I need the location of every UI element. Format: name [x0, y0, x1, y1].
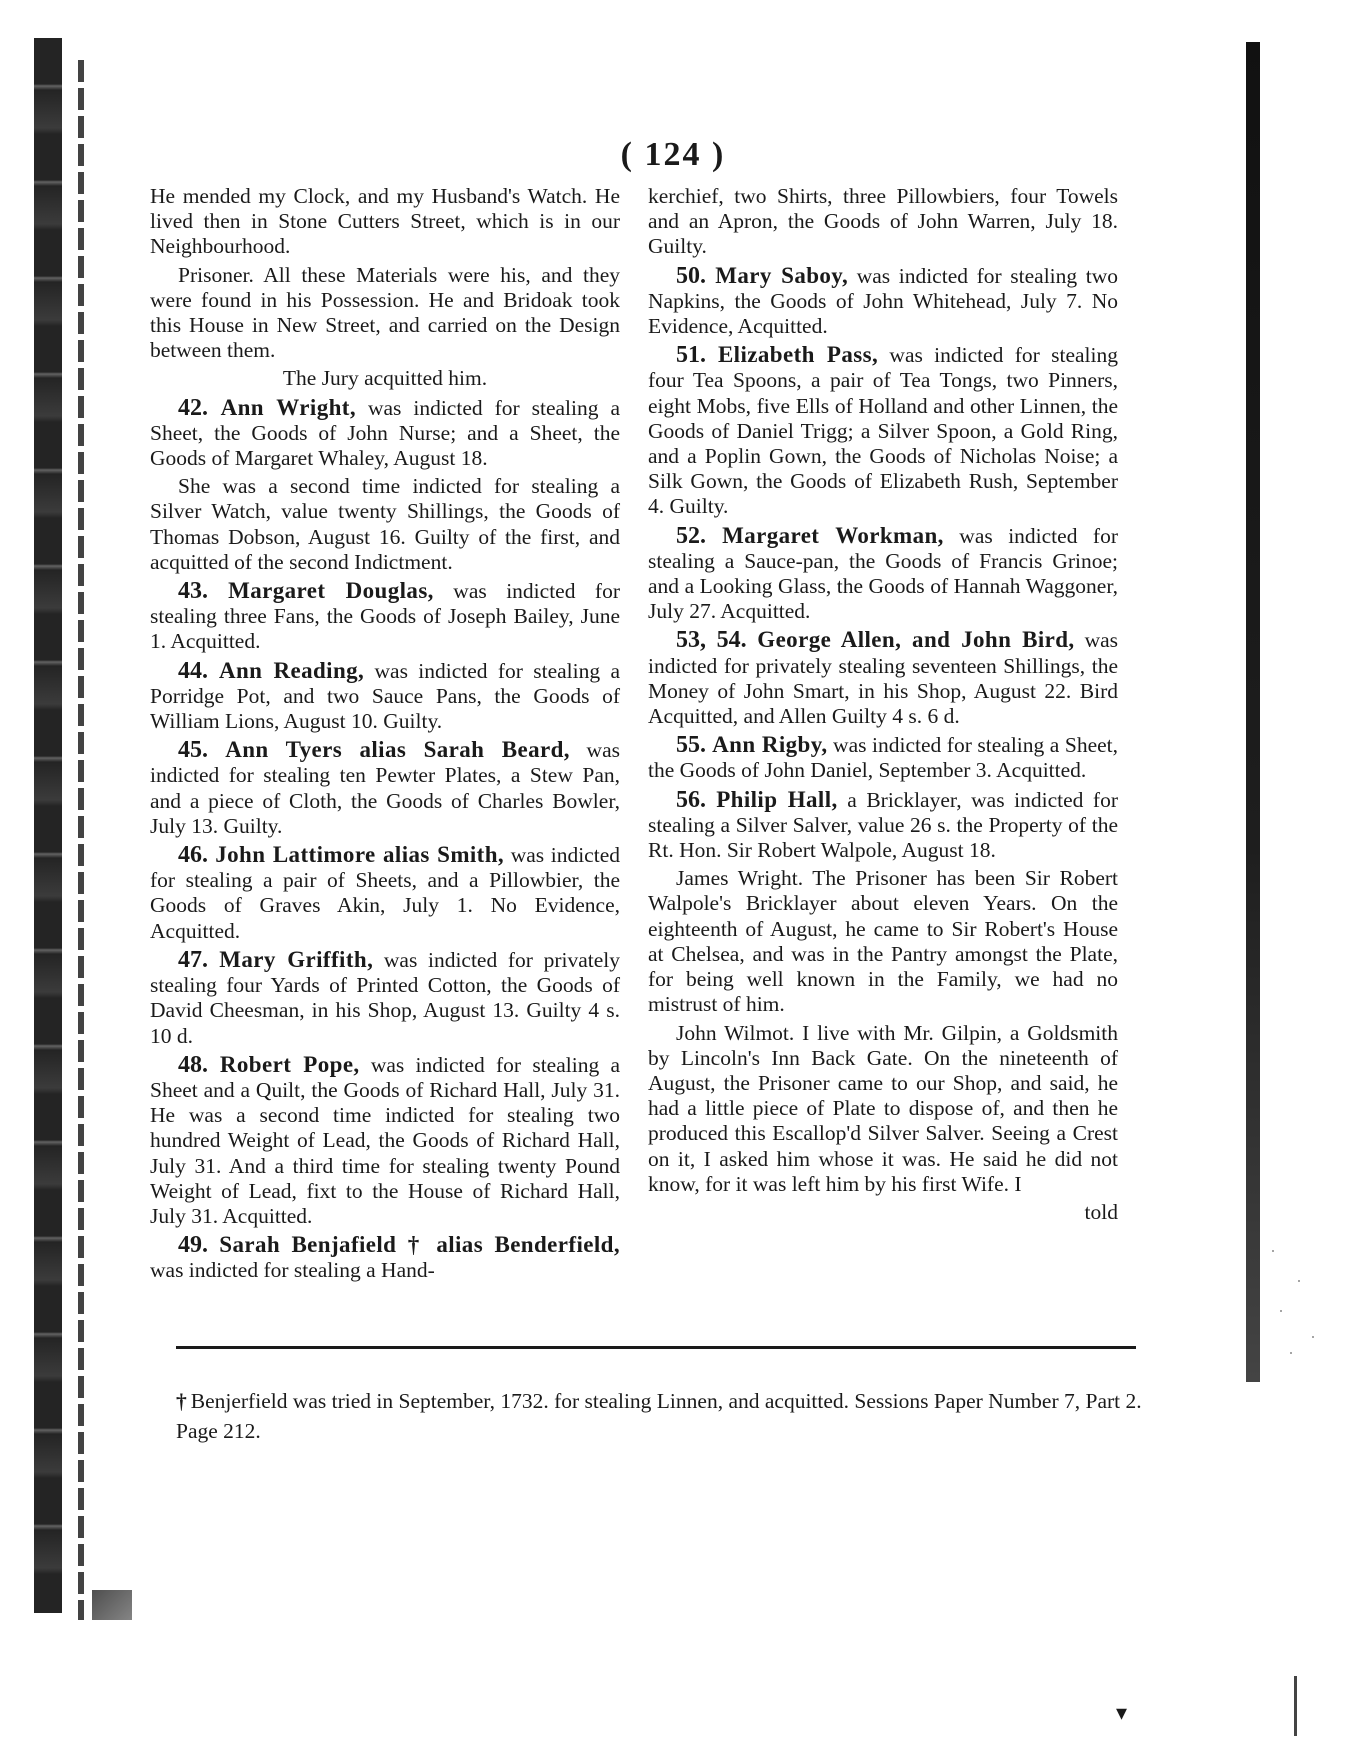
case-number: 44. — [178, 657, 219, 684]
case-text: was indicted for privately stealing seventeen Shillings, the Money of John Smart, in his Shop, August 22. Bird Acquitted, and Allen Guilty 4 s. 6 d. — [648, 628, 1119, 729]
scan-edge-left — [34, 38, 62, 1613]
defendant-name: John Lattimore alias Smith, — [215, 842, 505, 868]
paragraph: James Wright. The Prisoner has been Sir Robert Walpole's Bricklayer about eleven Years. On the eighteenth of August, he came to Sir Robert's House at Chelsea, and was in the Pantry amongst the Plate, for being well known in the Family, we had no mistrust of him. — [648, 866, 1118, 1017]
paragraph: Prisoner. All these Materials were his, and they were found in his Possession. He and Bridoak took this House in New Street, and carried on the Design between them. — [150, 262, 620, 363]
paragraph: John Wilmot. I live with Mr. Gilpin, a Goldsmith by Lincoln's Inn Back Gate. On the nineteenth of August, the Prisoner came to our Shop, and said, he had a little piece of Plate to dispose of, and then he produced this Escallop'd Silver Salver. Seeing a Crest on it, I asked him whose it was. He said he did not know, for it was left him by his first Wife. I — [648, 1020, 1118, 1196]
paragraph: He mended my Clock, and my Husband's Watch. He lived then in Stone Cutters Street, which is in our Neighbourhood. — [150, 184, 620, 259]
scan-edge-left-inner — [78, 60, 84, 1620]
defendant-name: George Allen, and John Bird, — [757, 627, 1075, 653]
case-entry — [150, 658, 620, 735]
case-entry — [648, 787, 1118, 864]
defendant-name: Margaret Douglas, — [228, 578, 434, 604]
defendant-name: Philip Hall, — [716, 786, 838, 812]
case-entry — [150, 737, 620, 839]
case-entry — [150, 578, 620, 655]
case-text: was indicted for stealing a Sheet, the Goods of John Nurse; and a Sheet, the Goods of Margaret Whaley, August 18. — [150, 395, 620, 471]
case-entry — [648, 342, 1118, 519]
case-number: 51. — [676, 342, 718, 369]
case-text: was indicted for stealing a Sheet and a Quilt, the Goods of Richard Hall, July 31. He was a second time indicted for stealing two hundred Weight of Lead, the Goods of Richard Hall, July 31. And a third time for stealing twenty Pound Weight of Lead, fixt to the House of Richard Hall, July 31. Acquitted. — [150, 1052, 620, 1228]
case-number: 42. — [178, 394, 221, 421]
footnote — [176, 1386, 1176, 1446]
case-text: was indicted for stealing a Sauce-pan, the Goods of Francis Grinoe; and a Looking Glass, the Goods of Hannah Waggoner, July 27. Acquitted. — [648, 523, 1118, 624]
case-number: 50. — [676, 262, 716, 289]
defendant-name: Mary Griffith, — [219, 946, 374, 972]
case-entry — [150, 395, 620, 472]
footnote-dagger: † — [176, 1389, 187, 1413]
page-number: ( 124 ) — [620, 136, 726, 173]
paragraph: kerchief, two Shirts, three Pillowbiers, four Towels and an Apron, the Goods of John Warren, July 18. Guilty. — [648, 184, 1118, 259]
defendant-name: Ann Wright, — [220, 394, 356, 420]
case-text: was indicted for stealing four Tea Spoons, a pair of Tea Tongs, two Pinners, eight Mobs, five Ells of Holland and other Linnen, the Goods of Daniel Trigg; a Silver Spoon, a Gold Ring, and a Poplin Gown, the Goods of Nicholas Noise; a Silk Gown, the Goods of Elizabeth Rush, September 4. Guilty. — [648, 343, 1118, 519]
footnote-text: Benjerfield was tried in September, 1732. for stealing Linnen, and acquitted. Sessions Paper Number 7, Part 2. Page 212. — [176, 1389, 1142, 1443]
case-entry — [648, 732, 1118, 783]
case-number: 52. — [676, 522, 723, 549]
case-text: was indicted for stealing a Porridge Pot, and two Sauce Pans, the Goods of William Lions, August 10. Guilty. — [150, 658, 620, 734]
defendant-name: Mary Saboy, — [715, 262, 849, 288]
scan-edge-left-corner — [92, 1590, 132, 1620]
case-number: 55. — [676, 732, 713, 759]
case-text: was indicted for stealing three Fans, the Goods of Joseph Bailey, June 1. Acquitted. — [150, 579, 621, 654]
right-column — [648, 184, 1118, 1228]
case-text: was indicted for privately stealing four Yards of Printed Cotton, the Goods of David Cheesman, in his Shop, August 13. Guilty 4 s. 10 d. — [150, 947, 621, 1048]
printer-mark: ▾ — [1116, 1700, 1128, 1725]
case-number: 45. — [178, 737, 226, 764]
case-number: 46. — [178, 842, 216, 869]
case-number: 48. — [178, 1051, 220, 1078]
footnote-rule — [176, 1346, 1136, 1349]
defendant-name: Elizabeth Pass, — [717, 342, 879, 368]
case-number: 43. — [178, 578, 229, 605]
case-entry — [150, 947, 620, 1049]
defendant-name: Margaret Workman, — [722, 522, 944, 548]
defendant-name: Ann Tyers alias Sarah Beard, — [225, 737, 570, 763]
case-entry — [150, 1052, 620, 1229]
defendant-name: Robert Pope, — [219, 1051, 360, 1077]
case-entry — [648, 263, 1118, 340]
paragraph: The Jury acquitted him. — [282, 366, 488, 391]
case-text: was indicted for stealing a Sheet, the Goods of John Daniel, September 3. Acquitted. — [648, 733, 1119, 783]
case-text: was indicted for stealing two Napkins, the Goods of John Whitehead, July 7. No Evidence, Acquitted. — [648, 263, 1118, 339]
case-entry — [648, 627, 1118, 729]
defendant-name: Sarah Benjafield † alias Benderfield, — [219, 1232, 620, 1258]
defendant-name: Ann Rigby, — [712, 732, 828, 758]
case-number: 49. — [178, 1232, 220, 1259]
defendant-name: Ann Reading, — [218, 657, 365, 683]
case-number: 53, 54. — [676, 627, 758, 654]
scan-specks — [1268, 1240, 1328, 1360]
case-text: was indicted for stealing a pair of Sheets, and a Pillowbier, the Goods of Graves Akin, July 1. No Evidence, Acquitted. — [150, 843, 620, 943]
left-column — [150, 184, 620, 1287]
case-text: a Bricklayer, was indicted for stealing a Silver Salver, value 26 s. the Property of the Rt. Hon. Sir Robert Walpole, August 18. — [648, 787, 1118, 863]
case-text: was indicted for stealing a Hand- — [150, 1258, 435, 1283]
catchword: told — [1084, 1199, 1118, 1224]
paragraph: She was a second time indicted for stealing a Silver Watch, value twenty Shillings, the Goods of Thomas Dobson, August 16. Guilty of the first, and acquitted of the second Indictment. — [150, 474, 620, 574]
case-number: 56. — [676, 786, 717, 813]
case-text: was indicted for stealing ten Pewter Plates, a Stew Pan, and a piece of Cloth, the Goods of Charles Bowler, July 13. Guilty. — [150, 738, 620, 838]
scan-edge-right-tick — [1294, 1676, 1297, 1736]
case-entry — [150, 1232, 620, 1283]
case-entry — [648, 523, 1118, 625]
case-number: 47. — [178, 946, 220, 973]
scan-edge-right — [1246, 42, 1260, 1382]
case-entry — [150, 842, 620, 944]
